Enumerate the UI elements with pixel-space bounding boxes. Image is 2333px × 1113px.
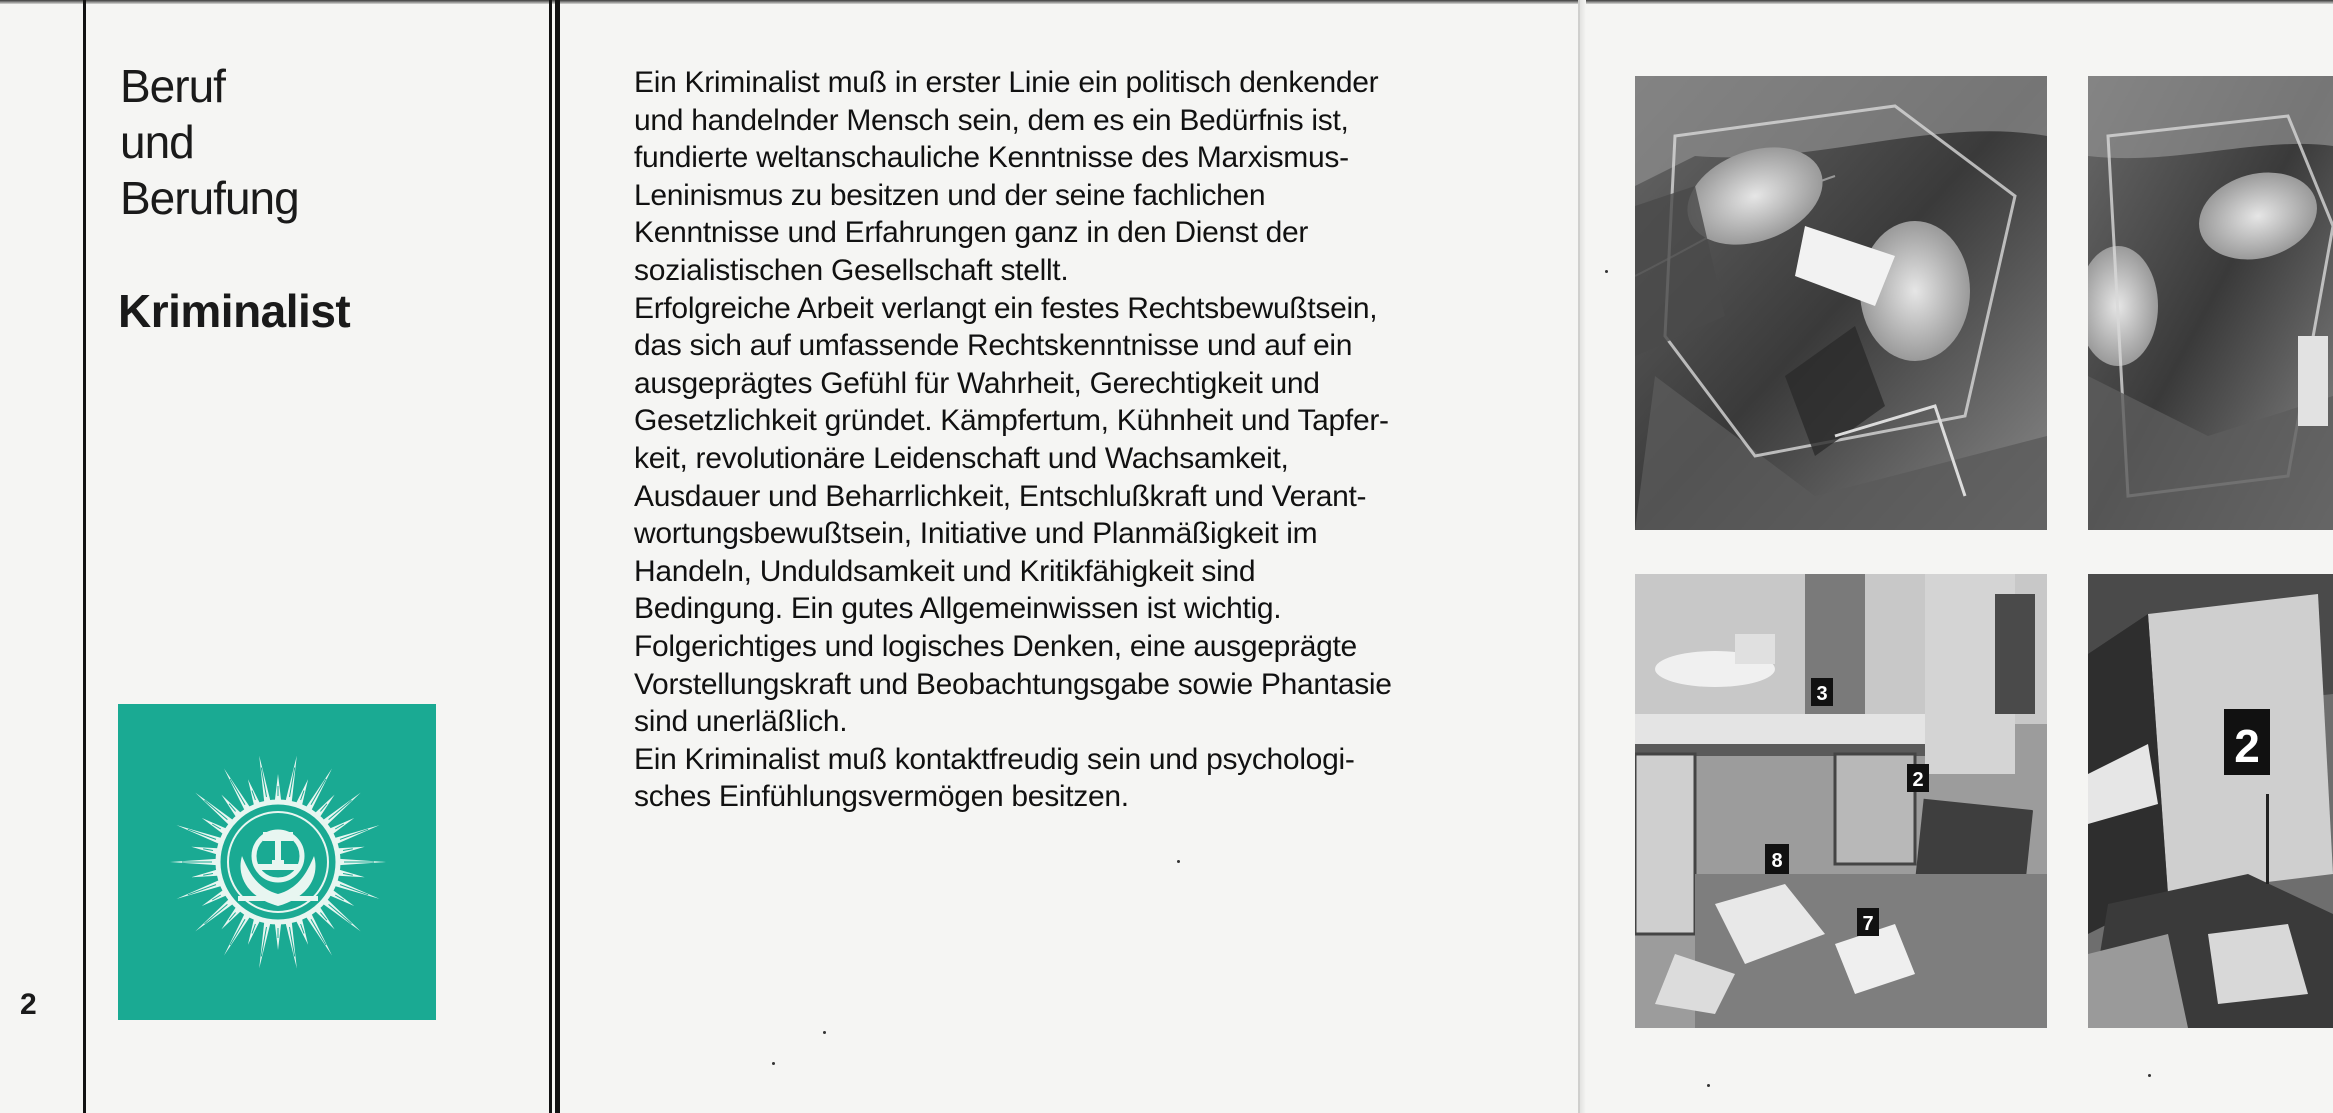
star-ray [259, 756, 270, 802]
star-ray-line [311, 919, 326, 945]
paper-speck [772, 1062, 775, 1065]
body-line: Ein Kriminalist muß kontaktfreudig sein und psychologi- [634, 742, 1355, 776]
body-line: keit, revolutionäre Leidenschaft und Wachsamkeit, [634, 441, 1289, 475]
page-number: 2 [20, 988, 37, 1021]
body-line: sozialistischen Gesellschaft stellt. [634, 253, 1069, 287]
photo-glass-examination-cropped [2088, 76, 2333, 530]
body-line: Bedingung. Ein gutes Allgemeinwissen ist wichtig. [634, 592, 1282, 626]
evidence-marker [1811, 678, 1833, 706]
body-line: Ein Kriminalist muß in erster Linie ein politisch denkender [634, 66, 1379, 99]
body-line: Kenntnisse und Erfahrungen ganz in den Dienst der [634, 216, 1309, 250]
evidence-marker-label: 3 [1816, 683, 1828, 705]
body-line: das sich auf umfassende Rechtskenntnisse und auf ein [634, 329, 1353, 363]
paper-speck [1177, 860, 1180, 863]
evidence-marker-label: 7 [1862, 913, 1874, 935]
star-ray-line [340, 885, 368, 895]
body-line: Erfolgreiche Arbeit verlangt ein festes Rechtsbewußtsein, [634, 291, 1378, 325]
evidence-marker-label: 2 [1912, 769, 1924, 791]
star-ray-line [188, 829, 216, 839]
star-ray [330, 890, 354, 906]
star-ray-line [205, 904, 228, 923]
center-rule-right [555, 0, 560, 1113]
evidence-marker-label: 8 [1771, 850, 1783, 872]
paper-speck [2148, 1074, 2151, 1077]
star-ray [248, 919, 260, 945]
star-ray [177, 825, 221, 844]
heading-line-1: Beruf [120, 60, 225, 112]
body-line: wortungsbewußtsein, Initiative und Planmäßigkeit im [634, 517, 1318, 551]
star-ray [177, 880, 221, 899]
star-ray [191, 870, 217, 878]
star-ray [202, 818, 226, 834]
body-line: ausgeprägtes Gefühl für Wahrheit, Gerechtigkeit und [634, 366, 1320, 400]
evidence-marker-label: 2 [2234, 720, 2260, 772]
star-ray [338, 870, 364, 878]
star-ray [296, 779, 308, 805]
star-ray-line [188, 885, 216, 895]
body-line: und handelnder Mensch sein, dem es ein Bedürfnis ist, [634, 103, 1349, 137]
top-edge-shadow [0, 0, 2333, 4]
body-line: Ausdauer und Beharrlichkeit, Entschlußkraft und Verant- [634, 479, 1367, 513]
star-ray-line [329, 904, 352, 923]
body-text [634, 64, 1534, 816]
body-line: fundierte weltanschauliche Kenntnisse des Marxismus- [634, 141, 1349, 175]
body-line: sind unerläßlich. [634, 705, 848, 739]
paper-speck [1707, 1084, 1710, 1087]
emblem-panel [118, 704, 436, 1020]
body-line: Folgerichtiges und logisches Denken, eine ausgeprägte [634, 629, 1357, 663]
evidence-marker [1907, 764, 1929, 792]
paper-speck [823, 1031, 826, 1034]
star-ray-line [340, 829, 368, 839]
star-ray [286, 922, 297, 968]
star-ray [286, 756, 297, 802]
heading-line-3: Berufung [120, 172, 299, 224]
evidence-marker [1857, 908, 1879, 936]
heading-line-2: und [120, 116, 194, 168]
page-heading [120, 58, 299, 226]
evidence-marker [1765, 844, 1789, 874]
star-ray [335, 880, 379, 899]
star-ray [335, 825, 379, 844]
police-star-icon [118, 704, 436, 1020]
star-ray [202, 890, 226, 906]
photo-crime-scene-office [1635, 574, 2047, 1028]
profession-title: Kriminalist [118, 285, 351, 337]
star-ray [296, 919, 308, 945]
page-fold-shadow [1580, 0, 1586, 1113]
state-emblem-icon [238, 832, 318, 906]
center-rule-left [549, 0, 552, 1113]
star-ray-line [230, 919, 245, 945]
paper-speck [1605, 270, 1608, 273]
star-ray [191, 847, 217, 855]
body-line: Vorstellungskraft und Beobachtungsgabe sowie Phantasie [634, 667, 1392, 701]
body-line: Handeln, Unduldsamkeit und Kritikfähigkeit sind [634, 554, 1256, 588]
star-ray-line [205, 800, 228, 819]
star-ray-line [329, 800, 352, 819]
star-ray [330, 818, 354, 834]
star-ray-line [311, 779, 326, 805]
star-ray [259, 922, 270, 968]
photo-glass-examination [1635, 76, 2047, 530]
body-line: sches Einfühlungsvermögen besitzen. [634, 780, 1129, 814]
body-line: Leninismus zu besitzen und der seine fachlichen [634, 178, 1266, 212]
star-ray [338, 847, 364, 855]
left-margin-rule [83, 0, 86, 1113]
star-ray [248, 779, 260, 805]
star-ray-line [230, 779, 245, 805]
evidence-marker [2224, 709, 2270, 775]
body-line: Gesetzlichkeit gründet. Kämpfertum, Kühnheit und Tapfer- [634, 404, 1389, 438]
photo-crime-scene-marker [2088, 574, 2333, 1028]
